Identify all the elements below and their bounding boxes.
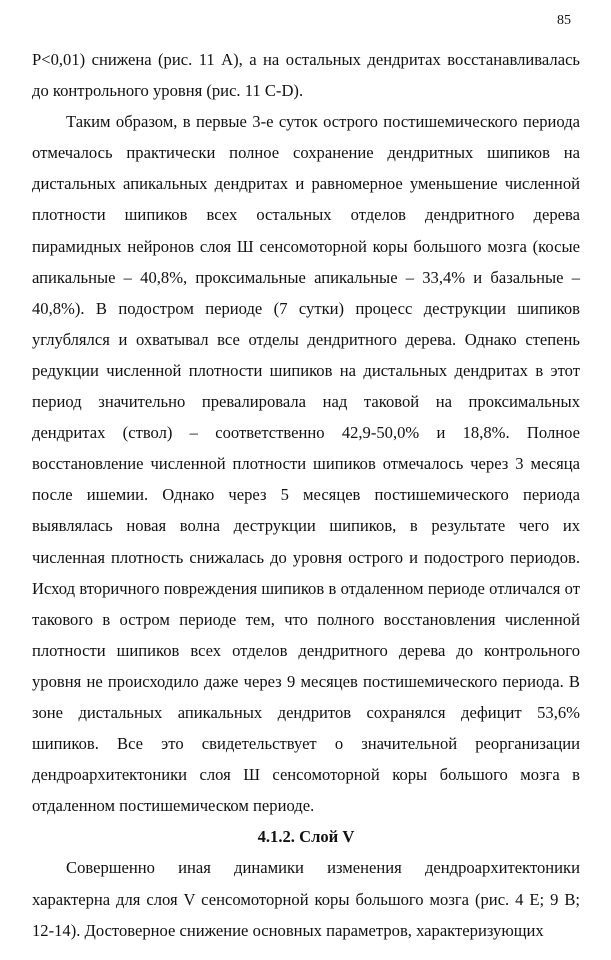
paragraph-layer-v: Совершенно иная динамики изменения дендроархитектоники характерна для слоя V сенсомоторной коры большого мозга (рис. 4 Е; 9 В; 12-14). Достоверное снижение основных параметров, характеризующих xyxy=(32,858,580,940)
document-body xyxy=(32,44,580,946)
paragraph-summary: Таким образом, в первые 3-е суток острого постишемического периода отмечалось практически полное сохранение дендритных шипиков на дистальных апикальных дендритах и равномерное уменьшение численной плотности шипиков всех остальных отделов дендритного дерева пирамидных нейронов слоя Ш сенсомоторной коры большого мозга (косые апикальные – 40,8%, проксимальные апикальные – 33,4% и базальные – 40,8%). В подостром периоде (7 сутки) процесс деструкции шипиков углублялся и охватывал все отделы дендритного дерева. Однако степень редукции численной плотности шипиков на дистальных дендритах в этот период значительно превалировала над таковой на проксимальных дендритах (ствол) – соответственно 42,9-50,0% и 18,8%. Полное восстановление численной плотности шипиков отмечалось через 3 месяца после ишемии. Однако через 5 месяцев постишемического периода выявлялась новая волна деструкции шипиков, в результате чего их численная плотность снижалась до уровня острого и подострого периодов. Исход вторичного повреждения шипиков в отдаленном периоде отличался от такового в остром периоде тем, что полного восстановления численной плотности шипиков всех отделов дендритного дерева до контрольного уровня не происходило даже через 9 месяцев постишемического периода. В зоне дистальных апикальных дендритов сохранялся дефицит 53,6% шипиков. Все это свидетельствует о значительной реорганизации дендроархитектоники слоя Ш сенсомоторной коры большого мозга в отдаленном постишемическом периоде. xyxy=(32,112,580,816)
section-heading: 4.1.2. Слой V xyxy=(257,827,355,847)
paragraph-continuation: P<0,01) снижена (рис. 11 А), а на остальных дендритах восстанавливалась до контрольного уровня (рис. 11 C-D). xyxy=(32,50,580,101)
page-number: 85 xyxy=(557,13,571,28)
